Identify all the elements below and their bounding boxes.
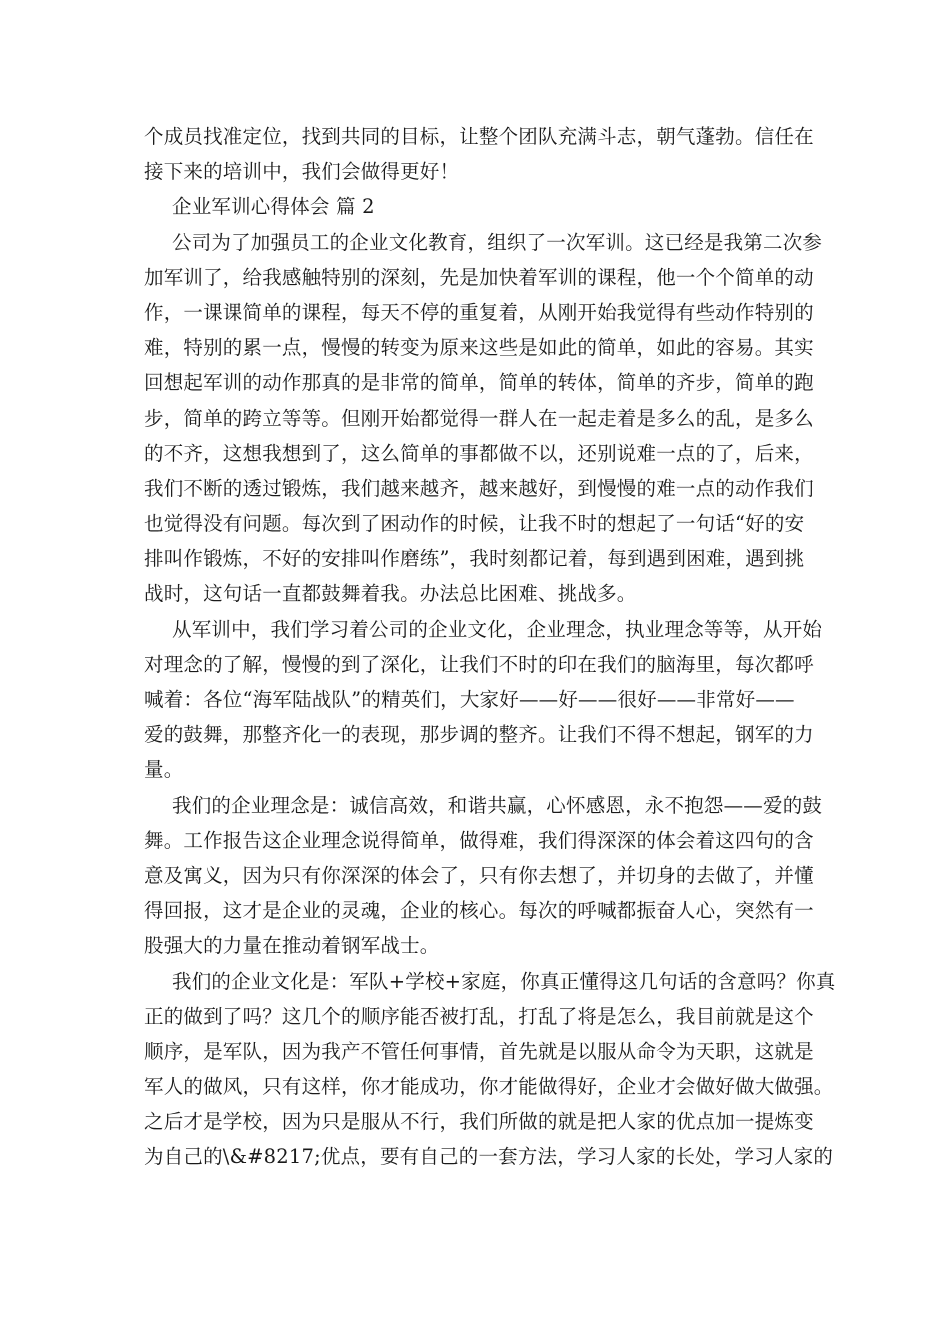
text-line: 之后才是学校，因为只是服从不行，我们所做的就是把人家的优点加一提炼变	[144, 1110, 814, 1134]
text-line: 难，特别的累一点，慢慢的转变为原来这些是如此的简单，如此的容易。其实	[144, 336, 814, 360]
text-line: 顺序，是军队，因为我产不管任何事情，首先就是以服从命令为天职，这就是	[144, 1039, 814, 1063]
text-line: 股强大的力量在推动着钢军战士。	[144, 934, 440, 958]
text-line: 的不齐，这想我想到了，这么简单的事都做不以，还别说难一点的了，后来，	[144, 441, 814, 465]
text-line: 意及寓义，因为只有你深深的体会了，只有你去想了，并切身的去做了，并懂	[144, 863, 814, 887]
text-line: 喊着：各位“海军陆战队”的精英们，大家好——好——很好——非常好——	[144, 688, 795, 711]
text-line: 为自己的\&#8217;优点，要有自己的一套方法，学习人家的长处，学习人家的	[144, 1145, 834, 1169]
text-line: 量。	[144, 758, 184, 782]
text-line: 也觉得没有问题。每次到了困动作的时候，让我不时的想起了一句话“好的安	[144, 512, 805, 536]
text-line: 个成员找准定位，找到共同的目标，让整个团队充满斗志，朝气蓬勃。信任在	[144, 125, 814, 148]
document-page	[144, 119, 836, 1175]
text-line: 排叫作锻炼，不好的安排叫作磨练”，我时刻都记着，每到遇到困难，遇到挑	[144, 547, 805, 571]
text-line: 正的做到了吗？这几个的顺序能否被打乱，打乱了将是怎么，我目前就是这个	[144, 1004, 814, 1028]
text-line: 舞。工作报告这企业理念说得简单，做得难，我们得深深的体会着这四句的含	[144, 828, 814, 852]
text-line: 对理念的了解，慢慢的到了深化，让我们不时的印在我们的脑海里，每次都呼	[144, 652, 814, 676]
text-line: 作，一课课简单的课程，每天不停的重复着，从刚开始我觉得有些动作特别的	[144, 300, 814, 324]
section-heading: 企业军训心得体会 篇 2	[172, 195, 375, 219]
text-line: 军人的做风，只有这样，你才能成功，你才能做得好，企业才会做好做大做强。	[144, 1075, 834, 1099]
text-line: 回想起军训的动作那真的是非常的简单，简单的转体，简单的齐步，简单的跑	[144, 371, 814, 395]
text-line: 我们的企业理念是：诚信高效，和谐共赢，心怀感恩，永不抱怨——爱的鼓	[172, 793, 823, 817]
text-line: 战时，这句话一直都鼓舞着我。办法总比困难、挑战多。	[144, 582, 637, 606]
text-line: 公司为了加强员工的企业文化教育，组织了一次军训。这已经是我第二次参	[172, 230, 823, 254]
text-line: 得回报，这才是企业的灵魂，企业的核心。每次的呼喊都振奋人心，突然有一	[144, 899, 814, 923]
text-line: 爱的鼓舞，那整齐化一的表现，那步调的整齐。让我们不得不想起，钢军的力	[144, 723, 814, 747]
text-line: 接下来的培训中，我们会做得更好！	[144, 160, 460, 184]
text-line: 加军训了，给我感触特别的深刻，先是加快着军训的课程，他一个个简单的动	[144, 265, 814, 289]
text-line: 步，简单的跨立等等。但刚开始都觉得一群人在一起走着是多么的乱，是多么	[144, 406, 814, 430]
text-line: 从军训中，我们学习着公司的企业文化，企业理念，执业理念等等，从开始	[172, 617, 823, 641]
text-line: 我们不断的透过锻炼，我们越来越齐，越来越好，到慢慢的难一点的动作我们	[144, 476, 814, 500]
text-line: 我们的企业文化是：军队+学校+家庭，你真正懂得这几句话的含意吗？你真	[172, 969, 836, 993]
